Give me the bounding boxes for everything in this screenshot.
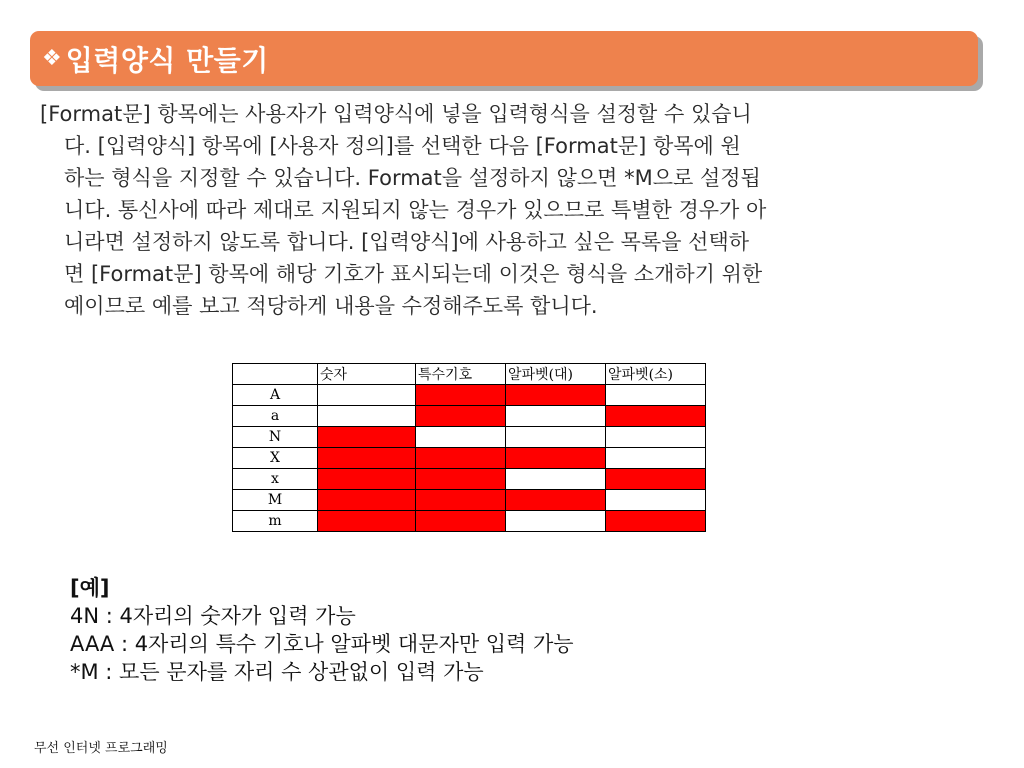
empty-cell xyxy=(606,427,706,448)
example-line: *M : 모든 문자를 자리 수 상관없이 입력 가능 xyxy=(70,660,484,684)
allowed-cell xyxy=(416,385,506,406)
empty-cell xyxy=(416,427,506,448)
table-row xyxy=(233,469,706,490)
empty-cell xyxy=(506,406,606,427)
empty-cell xyxy=(606,448,706,469)
column-header: 특수기호 xyxy=(416,364,506,385)
paragraph-line: 예이므로 예를 보고 적당하게 내용을 수정해주도록 합니다. xyxy=(64,294,598,318)
row-label: A xyxy=(233,385,318,406)
empty-cell xyxy=(318,385,416,406)
table-corner-cell xyxy=(233,364,318,385)
title-bar xyxy=(30,31,978,86)
allowed-cell xyxy=(416,448,506,469)
column-header: 알파벳(소) xyxy=(606,364,706,385)
description-paragraph xyxy=(40,98,950,322)
table-row xyxy=(233,406,706,427)
empty-cell xyxy=(506,511,606,532)
allowed-cell xyxy=(416,490,506,511)
paragraph-line: 니다. 통신사에 따라 제대로 지원되지 않는 경우가 있으므로 특별한 경우가 아 xyxy=(64,198,767,222)
row-label: m xyxy=(233,511,318,532)
empty-cell xyxy=(318,406,416,427)
example-line: 4N : 4자리의 숫자가 입력 가능 xyxy=(70,604,356,628)
allowed-cell xyxy=(318,469,416,490)
allowed-cell xyxy=(318,511,416,532)
allowed-cell xyxy=(416,511,506,532)
table-row xyxy=(233,427,706,448)
page-title: 입력양식 만들기 xyxy=(65,43,269,77)
allowed-cell xyxy=(318,448,416,469)
empty-cell xyxy=(606,490,706,511)
table-row xyxy=(233,385,706,406)
empty-cell xyxy=(606,385,706,406)
allowed-cell xyxy=(506,490,606,511)
row-label: a xyxy=(233,406,318,427)
empty-cell xyxy=(506,427,606,448)
allowed-cell xyxy=(606,469,706,490)
footer-course-title: 무선 인터넷 프로그래밍 xyxy=(34,741,168,756)
row-label: x xyxy=(233,469,318,490)
example-line: AAA : 4자리의 특수 기호나 알파벳 대문자만 입력 가능 xyxy=(70,632,574,656)
table-row xyxy=(233,490,706,511)
diamond-bullet-icon: ❖ xyxy=(42,46,62,71)
example-heading: [예] xyxy=(70,576,110,600)
row-label: M xyxy=(233,490,318,511)
allowed-cell xyxy=(416,406,506,427)
allowed-cell xyxy=(318,490,416,511)
row-label: N xyxy=(233,427,318,448)
column-header: 숫자 xyxy=(318,364,416,385)
allowed-cell xyxy=(416,469,506,490)
allowed-cell xyxy=(506,448,606,469)
paragraph-line: 니라면 설정하지 않도록 합니다. [입력양식]에 사용하고 싶은 목록을 선택하 xyxy=(64,230,750,254)
empty-cell xyxy=(506,469,606,490)
paragraph-line: 다. [입력양식] 항목에 [사용자 정의]를 선택한 다음 [Format문] 항목에 원 xyxy=(64,134,741,158)
row-label: X xyxy=(233,448,318,469)
paragraph-line: [Format문] 항목에는 사용자가 입력양식에 넣을 입력형식을 설정할 수 있습니 xyxy=(40,102,752,126)
allowed-cell xyxy=(506,385,606,406)
table-header-row xyxy=(233,364,706,385)
allowed-cell xyxy=(606,406,706,427)
paragraph-line: 하는 형식을 지정할 수 있습니다. Format을 설정하지 않으면 *M으로 설정됩 xyxy=(64,166,761,190)
allowed-cell xyxy=(606,511,706,532)
allowed-cell xyxy=(318,427,416,448)
format-character-table xyxy=(232,363,706,532)
paragraph-line: 면 [Format문] 항목에 해당 기호가 표시되는데 이것은 형식을 소개하기 위한 xyxy=(64,262,763,286)
table-row xyxy=(233,511,706,532)
example-section xyxy=(70,574,574,686)
table-row xyxy=(233,448,706,469)
column-header: 알파벳(대) xyxy=(506,364,606,385)
